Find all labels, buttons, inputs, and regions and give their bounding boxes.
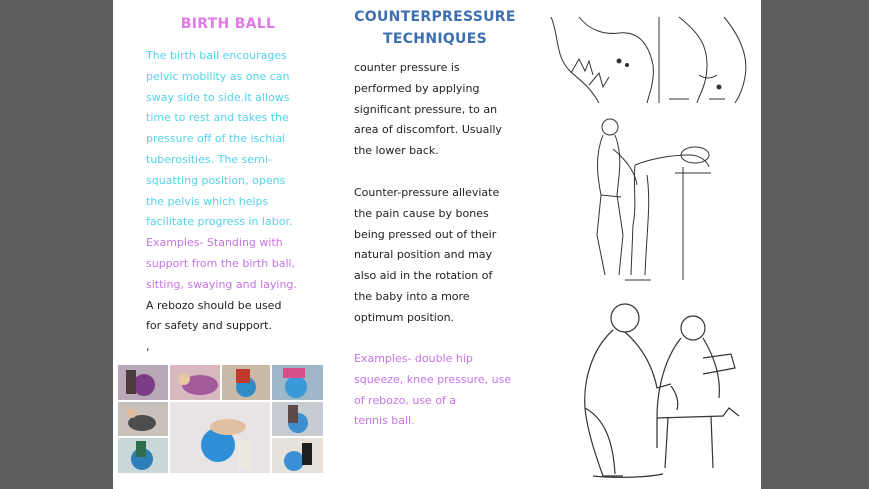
birth-ball-text bbox=[146, 46, 321, 358]
collage-photo-8 bbox=[118, 438, 168, 473]
collage-photo-2 bbox=[170, 365, 220, 400]
text-line: optimum position. bbox=[354, 310, 455, 324]
standing-counterpressure-illustration bbox=[575, 115, 715, 285]
hip-squeeze-illustration bbox=[549, 15, 755, 105]
counterpressure-title-line2: TECHNIQUES bbox=[383, 31, 487, 47]
collage-photo-1 bbox=[118, 365, 168, 400]
text-line: sway side to side.It allows bbox=[146, 90, 290, 104]
counterpressure-title-line1: COUNTERPRESSURE bbox=[354, 9, 516, 25]
text-line: facilitate progress in labor. bbox=[146, 215, 293, 229]
text-line: The birth ball encourages bbox=[146, 49, 287, 62]
kneeling-counterpressure-illustration bbox=[553, 298, 743, 484]
text-line: time to rest and takes the bbox=[146, 111, 289, 125]
text-line: for safety and support. bbox=[146, 319, 272, 333]
text-line: of rebozo, use of a bbox=[354, 393, 457, 407]
collage-photo-3 bbox=[222, 365, 270, 400]
text-line: squeeze, knee pressure, use bbox=[354, 372, 512, 386]
text-line: the pain cause by bones bbox=[354, 206, 489, 220]
collage-photo-4 bbox=[272, 365, 323, 400]
collage-photo-7 bbox=[272, 402, 323, 436]
counterpressure-title bbox=[345, 6, 525, 50]
text-line: significant pressure, to an bbox=[354, 102, 498, 116]
text-line: , bbox=[146, 340, 150, 354]
text-line: A rebozo should be used bbox=[146, 298, 282, 312]
collage-photo-9 bbox=[272, 438, 323, 473]
text-line: tuberosities. The semi- bbox=[146, 152, 272, 166]
text-line: Examples- Standing with bbox=[146, 236, 283, 250]
text-line: the pelvis which helps bbox=[146, 194, 269, 208]
counterpressure-definition bbox=[354, 58, 524, 162]
birth-ball-photo-collage bbox=[118, 365, 323, 473]
text-line: sitting, swaying and laying. bbox=[146, 277, 297, 291]
text-line: Counter-pressure alleviate bbox=[354, 186, 500, 199]
text-line: pressure off of the ischial bbox=[146, 132, 286, 146]
text-line: performed by applying bbox=[354, 81, 480, 95]
text-line: Examples- double hip bbox=[354, 352, 473, 365]
text-line: tennis ball. bbox=[354, 414, 415, 428]
text-line: counter pressure is bbox=[354, 61, 460, 74]
text-line: being pressed out of their bbox=[354, 227, 497, 241]
text-line: natural position and may bbox=[354, 248, 493, 262]
text-line: the baby into a more bbox=[354, 289, 470, 303]
collage-photo-5 bbox=[118, 402, 168, 436]
text-line: the lower back. bbox=[354, 144, 439, 158]
brochure-page bbox=[113, 0, 761, 489]
text-line: pelvic mobility as one can bbox=[146, 69, 290, 83]
counterpressure-examples bbox=[354, 349, 524, 432]
text-line: also aid in the rotation of bbox=[354, 269, 493, 283]
text-line: support from the birth ball, bbox=[146, 256, 296, 270]
text-line: squatting position, opens bbox=[146, 173, 286, 187]
text-line: area of discomfort. Usually bbox=[354, 123, 502, 137]
counterpressure-benefits bbox=[354, 183, 524, 329]
birth-ball-title: BIRTH BALL bbox=[180, 16, 276, 32]
collage-photo-6 bbox=[170, 402, 270, 473]
